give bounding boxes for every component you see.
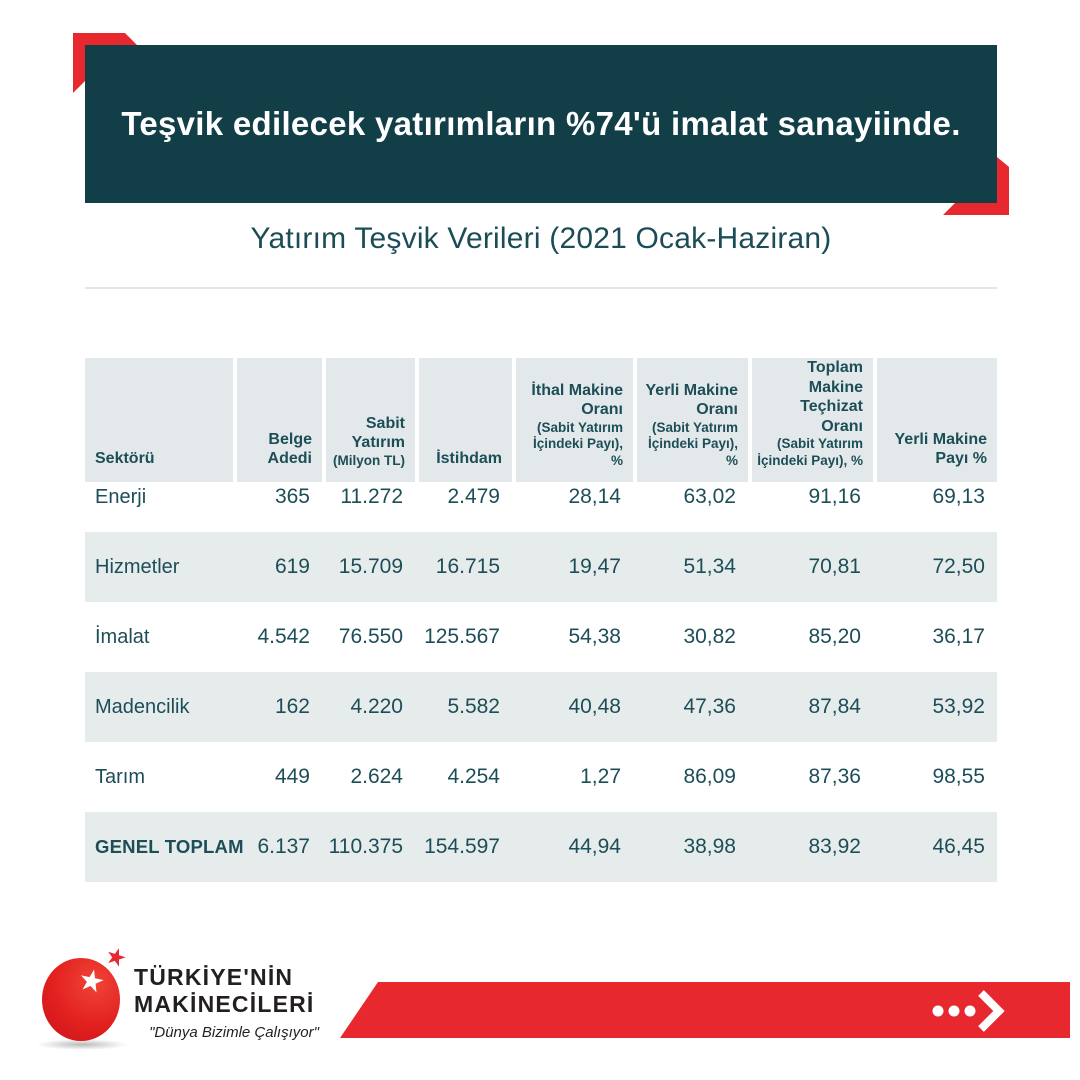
- table-header-cell: İthal Makine Oranı (Sabit Yatırım İçindeki Payı), %: [516, 358, 633, 482]
- value-cell: 87,36: [808, 765, 861, 788]
- sector-cell: Enerji: [95, 485, 147, 508]
- brand-line-2: MAKİNECİLERİ: [134, 991, 315, 1018]
- value-cell: 51,34: [683, 555, 736, 578]
- sector-cell: Hizmetler: [95, 555, 180, 578]
- table-body: [85, 462, 997, 882]
- title-divider: [85, 287, 997, 289]
- value-cell: 46,45: [932, 835, 985, 858]
- table-header-cell: İstihdam: [419, 358, 512, 482]
- value-cell: 38,98: [683, 835, 736, 858]
- value-cell: 91,16: [808, 485, 861, 508]
- value-cell: 365: [274, 485, 310, 508]
- value-cell: 87,84: [808, 695, 861, 718]
- headline-text: Teşvik edilecek yatırımların %74'ü imalat sanayiinde.: [121, 105, 961, 142]
- value-cell: 47,36: [683, 695, 736, 718]
- value-cell: 125.567: [424, 625, 500, 648]
- table-header-cell: Yerli Makine Oranı (Sabit Yatırım İçindeki Payı), %: [637, 358, 748, 482]
- brand-slogan: "Dünya Bizimle Çalışıyor": [149, 1024, 319, 1042]
- value-cell: 162: [274, 695, 310, 718]
- value-cell: 19,47: [568, 555, 621, 578]
- value-cell: 2.479: [447, 485, 500, 508]
- value-cell: 4.542: [257, 625, 310, 648]
- sector-cell: Tarım: [95, 765, 145, 788]
- sector-cell: Madencilik: [95, 695, 190, 718]
- value-cell: 154.597: [424, 835, 500, 858]
- value-cell: 4.254: [447, 765, 500, 788]
- value-cell: 72,50: [932, 555, 985, 578]
- value-cell: 11.272: [340, 485, 403, 508]
- table-header-row: [85, 358, 997, 468]
- value-cell: 16.715: [435, 555, 500, 578]
- value-cell: 2.624: [350, 765, 403, 788]
- table-header-cell: Sektörü: [85, 358, 233, 482]
- table-row-total: [85, 812, 997, 882]
- white-star-icon: ★: [74, 962, 109, 1001]
- value-cell: 4.220: [350, 695, 403, 718]
- value-cell: 30,82: [683, 625, 736, 648]
- value-cell: 5.582: [447, 695, 500, 718]
- table-header-cell: Sabit Yatırım (Milyon TL): [326, 358, 415, 482]
- red-star-icon: ★: [101, 941, 131, 974]
- value-cell: 76.550: [338, 625, 403, 648]
- value-cell: 86,09: [683, 765, 736, 788]
- table-row: [85, 602, 997, 672]
- table-header-cell: Toplam Makine Teçhizat Oranı (Sabit Yatırım İçindeki Payı), %: [752, 358, 873, 482]
- value-cell: 15.709: [338, 555, 403, 578]
- value-cell: 40,48: [568, 695, 621, 718]
- table-row: [85, 672, 997, 742]
- value-cell: 98,55: [932, 765, 985, 788]
- sector-cell: İmalat: [95, 625, 150, 648]
- value-cell: 28,14: [568, 485, 621, 508]
- brand-line-1: TÜRKİYE'NİN: [134, 964, 294, 990]
- dots-arrow-icon: [925, 986, 1005, 1036]
- table-row: [85, 532, 997, 602]
- page-title: Yatırım Teşvik Verileri (2021 Ocak-Haziran): [250, 222, 832, 255]
- value-cell: 1,27: [580, 765, 621, 788]
- value-cell: 110.375: [328, 835, 403, 858]
- headline-banner: [85, 45, 997, 203]
- table-row: [85, 742, 997, 812]
- value-cell: 53,92: [932, 695, 985, 718]
- value-cell: 70,81: [808, 555, 861, 578]
- value-cell: 619: [274, 555, 310, 578]
- table-header-cell: Belge Adedi: [237, 358, 322, 482]
- value-cell: 36,17: [932, 625, 985, 648]
- value-cell: 44,94: [568, 835, 621, 858]
- sector-cell: GENEL TOPLAM: [95, 836, 244, 857]
- value-cell: 63,02: [683, 485, 736, 508]
- value-cell: 54,38: [568, 625, 621, 648]
- value-cell: 449: [274, 765, 310, 788]
- value-cell: 6.137: [257, 835, 310, 858]
- data-table: [85, 358, 997, 882]
- value-cell: 85,20: [808, 625, 861, 648]
- brand-wordmark: [134, 964, 334, 1041]
- value-cell: 83,92: [808, 835, 861, 858]
- value-cell: 69,13: [932, 485, 985, 508]
- table-header-cell: Yerli Makine Payı %: [877, 358, 997, 482]
